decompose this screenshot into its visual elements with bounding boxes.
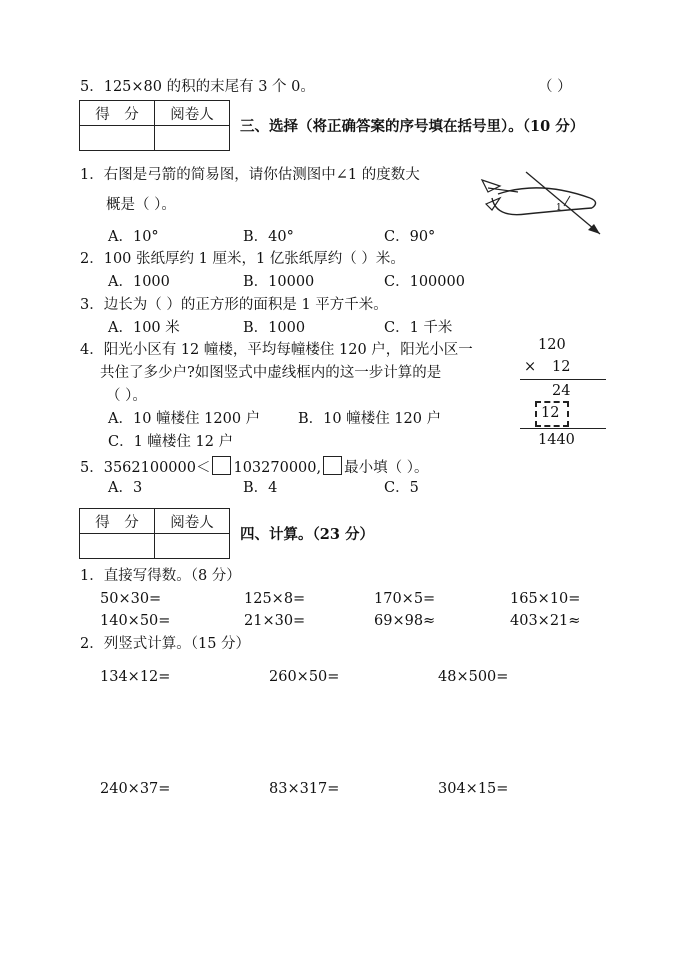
s3-q5-part3: 最小填（ ）。 xyxy=(344,460,429,476)
s3-q3-option-c: C．1 千米 xyxy=(384,320,453,336)
s4-p2-title: 2．列竖式计算。（15 分） xyxy=(80,636,251,652)
calc-item: 170×5= xyxy=(374,591,436,607)
s3-q5-option-c: C．5 xyxy=(384,480,419,496)
s3-q4-line1: 4．阳光小区有 12 幢楼，平均每幢楼住 120 户，阳光小区一 xyxy=(80,342,473,358)
s3-q3-option-a: A．100 米 xyxy=(108,320,180,336)
s3-q5-part2: 103270000, xyxy=(233,460,322,476)
calc-item: 50×30= xyxy=(100,591,162,607)
vertical-calc-item: 83×317= xyxy=(269,781,340,797)
s3-q2-option-b: B．10000 xyxy=(243,274,315,290)
vertical-calc-item: 240×37= xyxy=(100,781,171,797)
s3-q4-line2: 共住了多少户?如图竖式中虚线框内的这一步计算的是 xyxy=(100,365,442,381)
calc-item: 403×21≈ xyxy=(510,613,581,629)
score-cell[interactable] xyxy=(80,534,155,559)
vm-top: 120 xyxy=(538,337,566,353)
calc-item: 69×98≈ xyxy=(374,613,436,629)
s3-q3-option-b: B．1000 xyxy=(243,320,306,336)
vertical-calc-item: 48×500= xyxy=(438,669,509,685)
judge-question-5: 5．125×80 的积的末尾有 3 个 0。 xyxy=(80,79,315,95)
score-table-2 xyxy=(79,508,230,559)
s3-q2-option-a: A．1000 xyxy=(108,274,170,290)
vm-partial-2: 12 xyxy=(541,405,560,421)
s3-q5-part1: 5．3562100000＜ xyxy=(80,460,211,476)
bow-arrow-figure xyxy=(478,168,608,240)
vertical-calc-item: 260×50= xyxy=(269,669,340,685)
s3-q4-option-c: C．1 幢楼住 12 户 xyxy=(108,434,234,450)
calc-item: 21×30= xyxy=(244,613,306,629)
s3-q4-line3: （ ）。 xyxy=(106,388,147,404)
s3-q5-option-b: B．4 xyxy=(243,480,278,496)
score-table xyxy=(79,100,230,151)
vertical-calc-item: 134×12= xyxy=(100,669,171,685)
vm-second: 12 xyxy=(552,359,571,375)
vm-line-1 xyxy=(520,379,606,380)
s3-q4-option-b: B．10 幢楼住 120 户 xyxy=(298,411,442,427)
s3-q2-text: 2．100 张纸厚约 1 厘米，1 亿张纸厚约（ ）米。 xyxy=(80,251,405,267)
vm-partial-1: 24 xyxy=(552,383,571,399)
calc-item: 140×50= xyxy=(100,613,171,629)
calc-item: 165×10= xyxy=(510,591,581,607)
vm-result: 1440 xyxy=(538,432,575,448)
score-cell[interactable] xyxy=(80,126,155,151)
s3-q5-option-a: A．3 xyxy=(108,480,143,496)
grader-cell[interactable] xyxy=(155,534,230,559)
grader-header: 阅卷人 xyxy=(155,101,230,126)
s3-q1-line1: 1．右图是弓箭的简易图，请你估测图中∠1 的度数大 xyxy=(80,167,420,183)
section-4-title: 四、计算。（23 分） xyxy=(240,526,374,543)
s3-q4-option-a: A．10 幢楼住 1200 户 xyxy=(108,411,261,427)
vm-line-2 xyxy=(520,428,606,429)
s3-q3-text: 3．边长为（ ）的正方形的面积是 1 平方千米。 xyxy=(80,297,388,313)
s3-q5-text xyxy=(80,456,428,477)
s3-q1-option-b: B．40° xyxy=(243,229,294,245)
calc-item: 125×8= xyxy=(244,591,306,607)
s3-q1-line2: 概是（ ）。 xyxy=(106,197,176,213)
vm-times-sign: × xyxy=(524,359,537,375)
vertical-calc-item: 304×15= xyxy=(438,781,509,797)
score-header: 得 分 xyxy=(80,509,155,534)
angle-label: 1 xyxy=(556,203,562,213)
grader-header: 阅卷人 xyxy=(155,509,230,534)
s3-q1-option-a: A．10° xyxy=(108,229,159,245)
answer-paren[interactable]: （ ） xyxy=(538,79,572,95)
s3-q1-option-c: C．90° xyxy=(384,229,436,245)
s3-q2-option-c: C．100000 xyxy=(384,274,465,290)
s4-p1-title: 1．直接写得数。（8 分） xyxy=(80,568,241,584)
grader-cell[interactable] xyxy=(155,126,230,151)
section-3-title: 三、选择（将正确答案的序号填在括号里）。（10 分） xyxy=(240,118,585,135)
blank-box-2[interactable] xyxy=(323,456,342,475)
blank-box-1[interactable] xyxy=(212,456,231,475)
score-header: 得 分 xyxy=(80,101,155,126)
